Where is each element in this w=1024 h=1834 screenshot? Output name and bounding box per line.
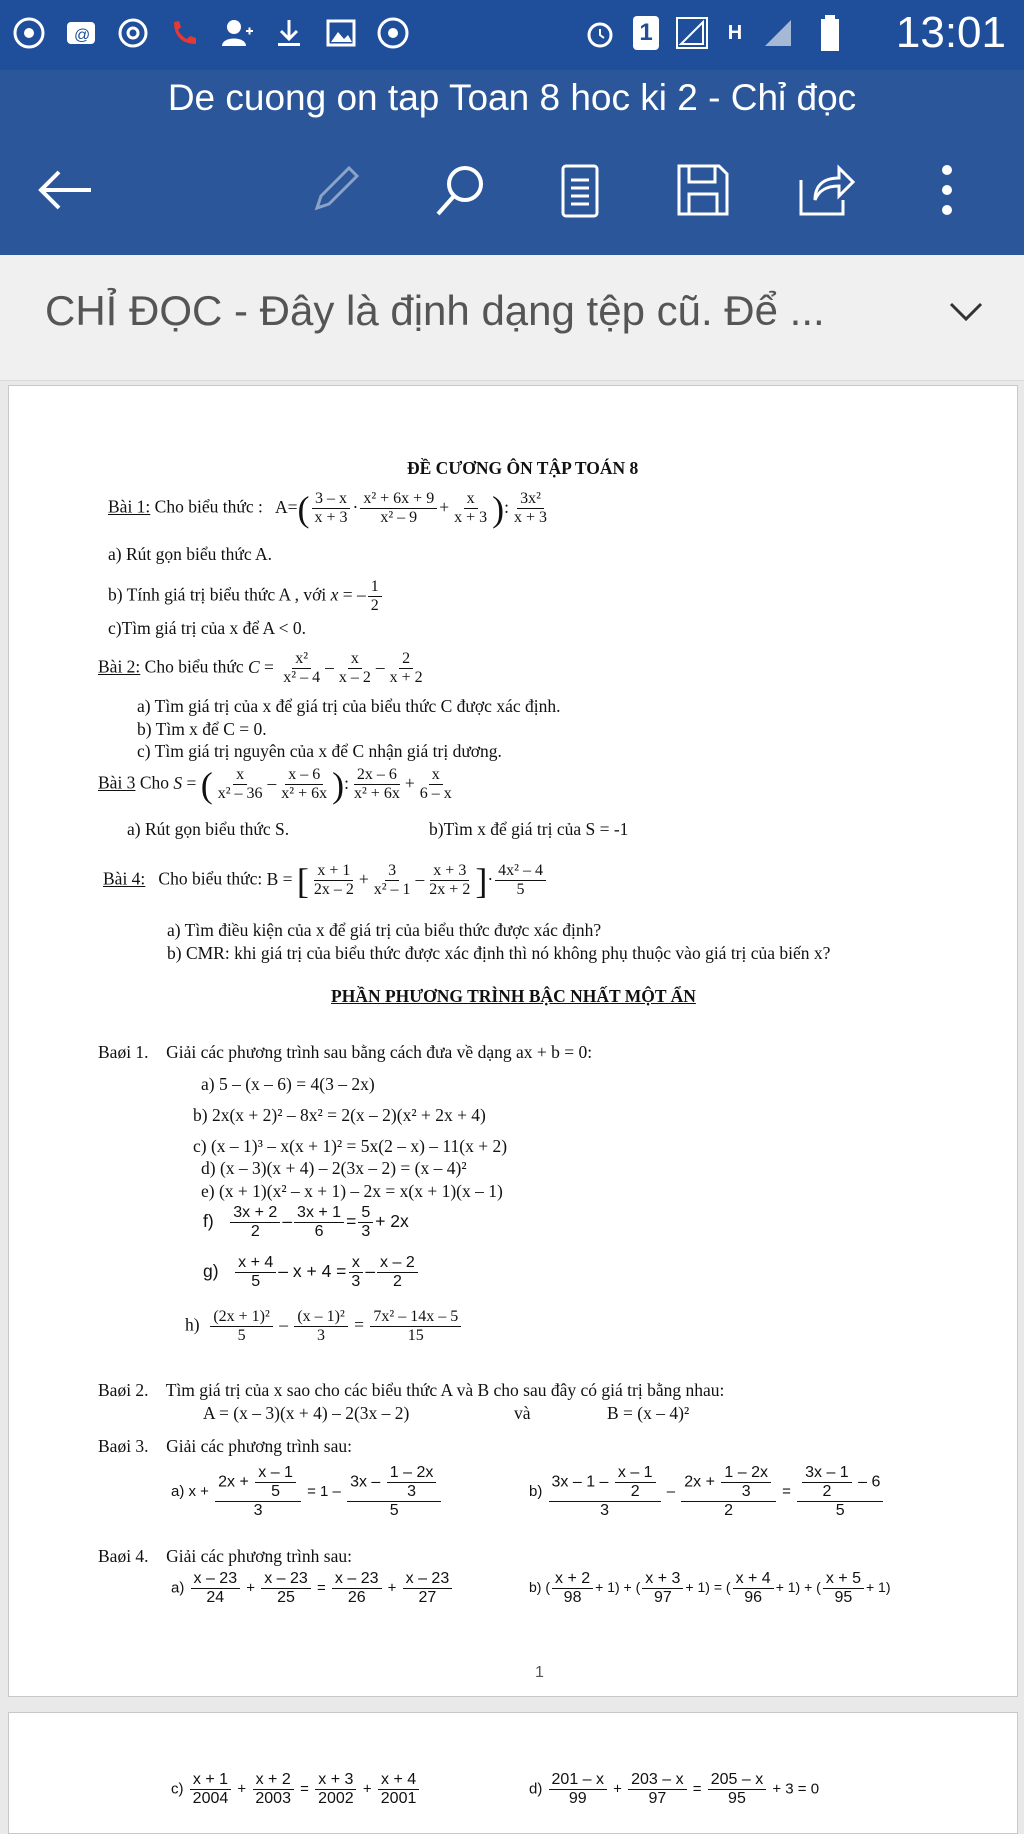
status-bar xyxy=(0,0,1024,70)
toolbar xyxy=(0,125,1024,255)
signal-1-icon xyxy=(673,14,711,52)
exercise-2-header xyxy=(98,650,428,687)
system-icons xyxy=(581,14,849,52)
problem-1-d: d) (x – 3)(x + 4) – 2(3x – 2) = (x – 4)² xyxy=(201,1158,467,1178)
problem-4-a: a) $\frac{x - 23}{24}$ + $\frac{x - 23}{25}$ = $\frac{x - 23}{26}$ + $\frac{x - 23}{27}$ xyxy=(171,1570,454,1607)
email-icon xyxy=(62,14,100,52)
problem-1-label: Baøi 1. xyxy=(98,1042,149,1062)
formula-a: A=( $\frac{3 - x}{x + 3}$ · $\frac{\text{x² + 6x + 9}}{\text{x² – 9}}$ + $\frac{x}{x + 3}$ ): $\frac{\text{3x²}}{x + 3}$ xyxy=(267,488,548,529)
more-options-button[interactable] xyxy=(912,155,982,225)
exercise-1-b: b) Tính giá trị biểu thức A , với x = – $\frac{1}{2}$ xyxy=(108,578,384,615)
save-button[interactable] xyxy=(668,155,738,225)
missed-call-icon xyxy=(166,14,204,52)
problem-3-header xyxy=(98,1436,352,1457)
exercise-4-header xyxy=(103,862,548,899)
problem-4-d: d) $\frac{201 - x}{99}$ + $\frac{203 - x}{97}$ = $\frac{205 - x}{95}$ + 3 = 0 xyxy=(529,1771,820,1807)
problem-1-f: f) $\frac{3x + 2}{2}$ – $\frac{3x + 1}{6}$ = $\frac{5}{3}$ + 2x xyxy=(203,1204,409,1240)
exercise-1-header xyxy=(108,490,552,527)
section-heading xyxy=(331,986,696,1007)
sim-icon xyxy=(633,16,659,50)
formula-b: B = [ $\frac{x + 1}{2x - 2}$ + $\frac{3}{\text{x² – 1}}$ – $\frac{x + 3}{2x + 2}$ ]· $\frac{\text{4x² – 4}}{5}$ xyxy=(267,869,548,889)
problem-3-label: Baøi 3. xyxy=(98,1436,149,1456)
exercise-1-c: c)Tìm giá trị của x để A < 0. xyxy=(108,618,306,638)
problem-2-expression-b: B = (x – 4)² xyxy=(607,1403,690,1423)
problem-1-intro: Giải các phương trình sau bằng cách đưa về dạng ax + b = 0: xyxy=(166,1042,593,1062)
exercise-2-b: b) Tìm x để C = 0. xyxy=(137,719,267,739)
exercise-2-label: Bài 2: xyxy=(98,656,141,677)
document-page-2 xyxy=(8,1712,1018,1834)
problem-2-header xyxy=(98,1380,724,1401)
formula-c: C = $\frac{\text{x²}}{\text{x² – 4}}$ – $\frac{x}{x - 2}$ – $\frac{2}{x + 2}$ xyxy=(247,650,423,686)
alarm-icon xyxy=(581,14,619,52)
exercise-1-a: a) Rút gọn biểu thức A. xyxy=(108,544,273,564)
problem-3-a: a) x + 2x + $\frac{x - 1}{5}$ 3 = 1 – 3x – $\frac{1 - 2x}{3}$ 5 xyxy=(171,1464,443,1520)
clock: 13:01 xyxy=(895,8,1006,57)
exercise-3-a: a) Rút gọn biểu thức S. xyxy=(127,819,290,839)
sim-badge: 1 xyxy=(639,19,653,46)
more-vertical-icon xyxy=(932,160,962,220)
problem-2-intro: Tìm giá trị của x sao cho các biểu thức A và B cho sau đây có giá trị bằng nhau: xyxy=(165,1380,725,1400)
problem-4-b: b) ( $\frac{x + 2}{98}$ + 1) + ( $\frac{x + 3}{97}$ + 1) = ( $\frac{x + 4}{96}$ + 1) + ( $\frac{x + 5}{95}$ + 1) xyxy=(529,1570,891,1606)
problem-4-label: Baøi 4. xyxy=(98,1546,149,1566)
mobile-view-icon xyxy=(555,160,605,220)
exercise-2-a: a) Tìm giá trị của x để giá trị của biểu thức C được xác định. xyxy=(137,696,561,716)
chevron-down-icon[interactable] xyxy=(948,300,984,329)
problem-1-header xyxy=(98,1042,592,1063)
exercise-3-label: Bài 3 xyxy=(98,772,136,793)
download-icon xyxy=(270,14,308,52)
formula-s: S = ( $\frac{x}{\text{x² – 36}}$ – $\frac{x - 6}{\text{x² + 6x}}$ ): $\frac{2x - 6}{\text{x² + 6x}}$ + $\frac{x}{6 - x}$ xyxy=(173,764,452,805)
problem-1-g: g) $\frac{x + 4}{5}$ – x + 4 = $\frac{x}{3}$ – $\frac{x - 2}{2}$ xyxy=(203,1254,420,1291)
exercise-3-intro: Cho xyxy=(139,772,169,793)
problem-2-and: và xyxy=(514,1403,531,1423)
exercise-3-b: b)Tìm x để giá trị của S = -1 xyxy=(429,819,629,839)
exercise-2-c: c) Tìm giá trị nguyên của x để C nhận giá trị dương. xyxy=(137,741,502,761)
sync-icon xyxy=(114,14,152,52)
exercise-3-header xyxy=(98,766,457,803)
problem-2-label: Baøi 2. xyxy=(98,1380,149,1400)
reading-view-button[interactable] xyxy=(545,155,615,225)
pencil-icon xyxy=(305,160,365,220)
problem-4-intro: Giải các phương trình sau: xyxy=(166,1546,352,1566)
search-icon xyxy=(430,160,490,220)
share-button[interactable] xyxy=(790,155,860,225)
network-type-icon: H xyxy=(727,21,743,44)
exercise-4-b: b) CMR: khi giá trị của biểu thức được xác định thì nó không phụ thuộc vào giá trị của biến x? xyxy=(167,943,831,963)
browser-icon xyxy=(374,14,412,52)
edit-button[interactable] xyxy=(300,155,370,225)
banner-text: CHỈ ĐỌC - Đây là định dạng tệp cũ. Để ... xyxy=(45,287,825,334)
back-button[interactable] xyxy=(30,155,100,225)
document-page xyxy=(8,385,1018,1697)
share-icon xyxy=(795,160,855,220)
problem-4-header xyxy=(98,1546,352,1567)
problem-2-expression-a: A = (x – 3)(x + 4) – 2(3x – 2) xyxy=(203,1403,410,1423)
search-button[interactable] xyxy=(425,155,495,225)
problem-1-a: a) 5 – (x – 6) = 4(3 – 2x) xyxy=(201,1074,375,1094)
section-heading-text: PHẦN PHƯƠNG TRÌNH BẬC NHẤT MỘT ẨN xyxy=(331,986,696,1006)
exercise-1-intro: Cho biểu thức : xyxy=(154,496,263,517)
signal-2-icon xyxy=(759,14,797,52)
problem-4-c: c) $\frac{x + 1}{2004}$ + $\frac{x + 2}{2003}$ = $\frac{x + 3}{2002}$ + $\frac{x + 4}{2001}$ xyxy=(171,1771,421,1808)
chrome-icon xyxy=(10,14,48,52)
page-number: 1 xyxy=(535,1664,544,1681)
doc-title-text: ĐỀ CƯƠNG ÔN TẬP TOÁN 8 xyxy=(407,458,639,478)
problem-1-e: e) (x + 1)(x² – x + 1) – 2x = x(x + 1)(x – 1) xyxy=(201,1181,503,1201)
exercise-4-intro: Cho biểu thức: xyxy=(158,868,263,889)
problem-3-b: b) 3x – 1 – $\frac{x - 1}{2}$ 3 – 2x + $\frac{1 - 2x}{3}$ 2 = $\frac{3x - 1}{2}$ – 6 5 xyxy=(529,1464,885,1520)
exercise-2-intro: Cho biểu thức xyxy=(144,656,244,677)
problem-1-b: b) 2x(x + 2)² – 8x² = 2(x – 2)(x² + 2x + 4) xyxy=(193,1105,486,1125)
exercise-4-a: a) Tìm điều kiện của x để giá trị của biểu thức được xác định? xyxy=(167,920,602,940)
doc-title xyxy=(407,458,638,479)
exercise-4-label: Bài 4: xyxy=(103,868,146,889)
document-title: De cuong on tap Toan 8 hoc ki 2 - Chỉ đọc xyxy=(0,70,1024,125)
add-contact-icon xyxy=(218,14,256,52)
notification-icons xyxy=(10,14,412,52)
save-icon xyxy=(673,160,733,220)
gallery-icon xyxy=(322,14,360,52)
exercise-1-b-text: b) Tính giá trị biểu thức A , với xyxy=(108,584,327,605)
exercise-1-label: Bài 1: xyxy=(108,496,151,517)
read-only-banner[interactable] xyxy=(0,255,1024,381)
problem-1-h: h) $\frac{\text{(2x + 1)²}}{5}$ – $\frac{\text{(x – 1)²}}{3}$ = $\frac{\text{7x² – 14x – 5}}{15}$ xyxy=(185,1308,463,1345)
svg-text:@: @ xyxy=(74,27,91,44)
problem-1-c: c) (x – 1)³ – x(x + 1)² = 5x(2 – x) – 11(x + 2) xyxy=(193,1136,508,1156)
problem-3-intro: Giải các phương trình sau: xyxy=(166,1436,352,1456)
battery-icon xyxy=(811,14,849,52)
